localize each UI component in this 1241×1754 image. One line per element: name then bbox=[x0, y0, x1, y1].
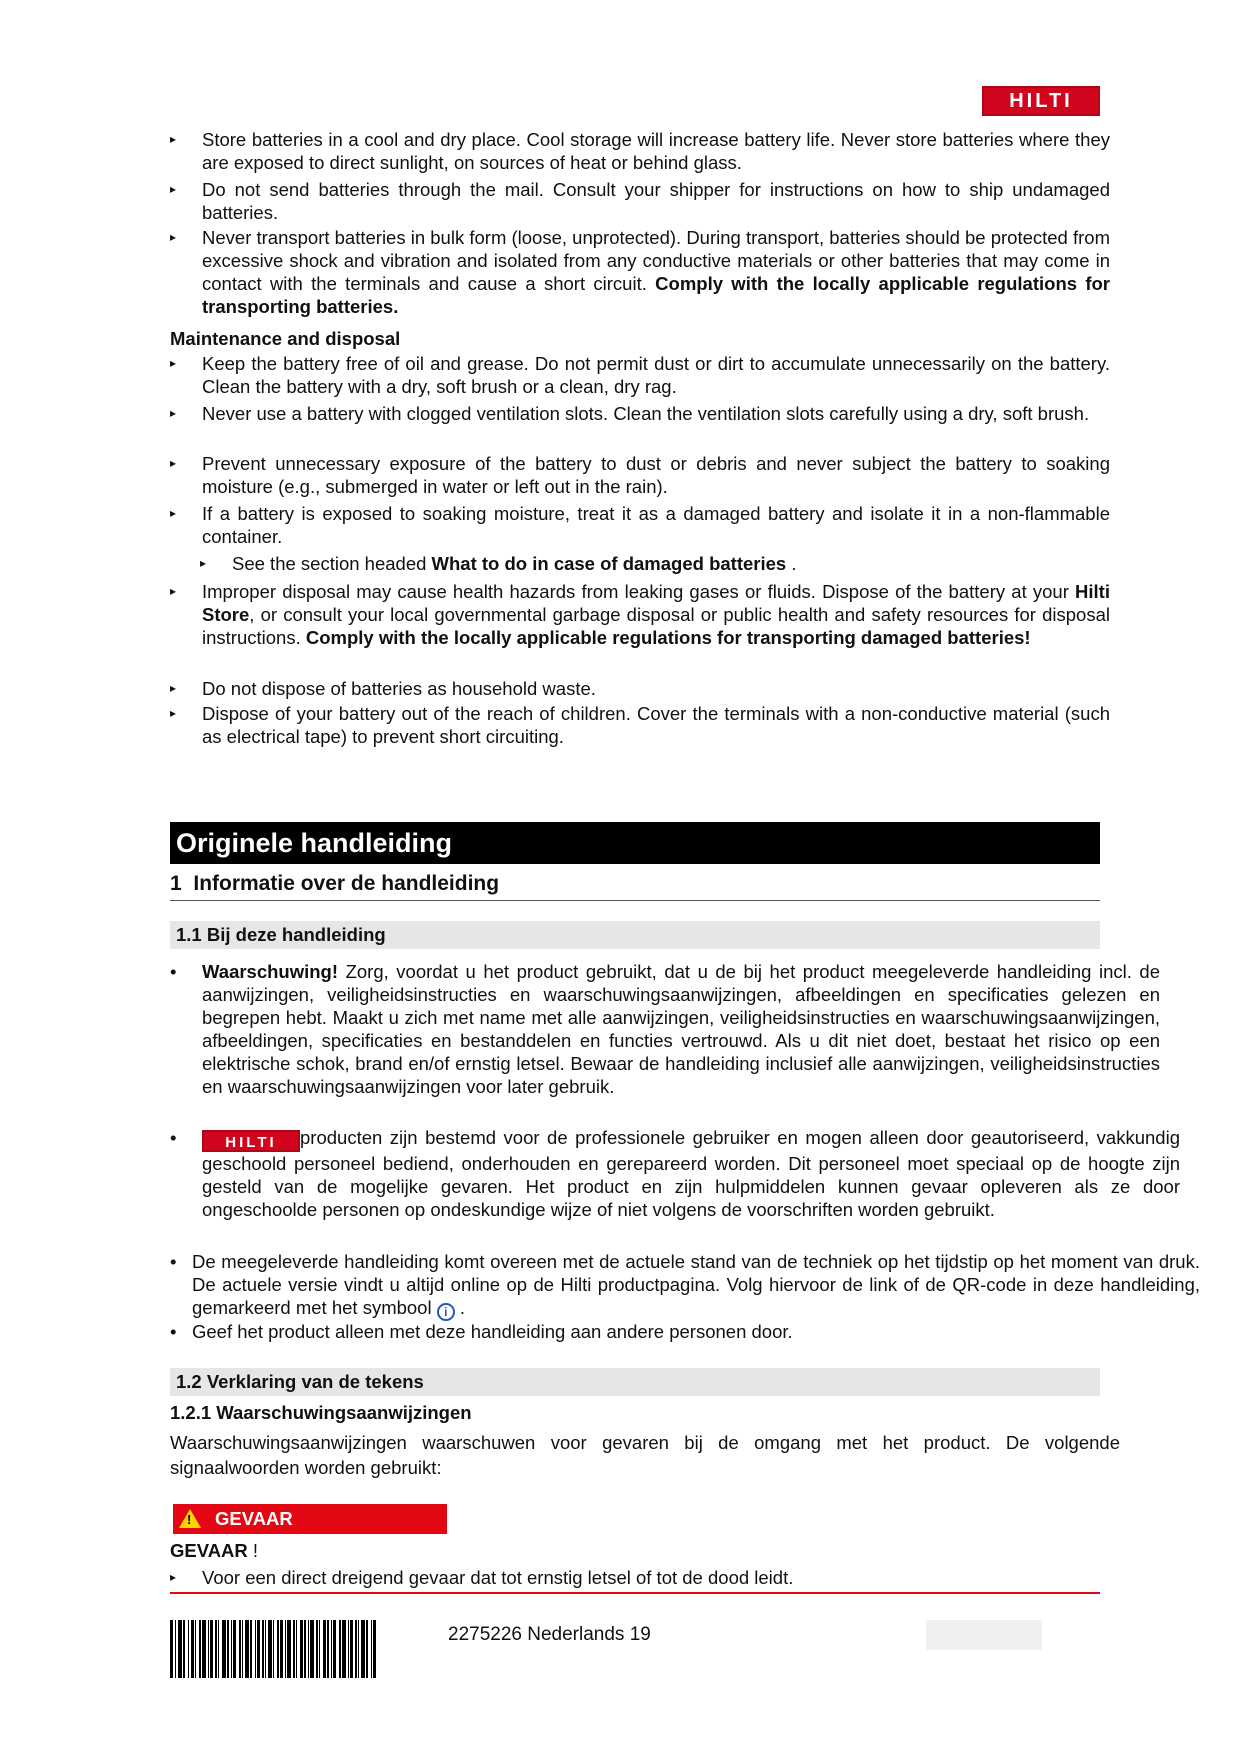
dot-warning: • Waarschuwing! Zorg, voordat u het product gebruikt, dat u de bij het product meegeleverde handleiding incl. de aanwijzingen, veiligheidsinstructies en waarschuwingsaanwijzingen, afbeeldingen en specificaties gelezen en begrepen hebt. Maakt u zich met name met alle aanwijzingen, veiligheidsinstructies en waarschuwingsaanwijzingen, afbeeldingen, specificaties en bestanddelen en functies vertrouwd. Als u dit niet doet, bestaat het risico op een elektrische schok, brand en/of ernstig letsel. Bewaar de handleiding inclusief alle aanwijzingen, veiligheidsinstructies en waarschuwingsaanwijzingen voor later gebruik. bbox=[170, 961, 1160, 1097]
qr-link-icon: i bbox=[437, 1303, 455, 1321]
bullet-danger-definition: ▸ Voor een direct dreigend gevaar dat tot ernstig letsel of tot de dood leidt. bbox=[170, 1567, 794, 1588]
hilti-inline-logo: HILTI bbox=[202, 1130, 300, 1152]
warnings-paragraph: Waarschuwingsaanwijzingen waarschuwen voor gevaren bij de omgang met het product. De volgende signaalwoorden worden gebruikt: bbox=[170, 1432, 1120, 1478]
bullet-keep-clean: ▸ Keep the battery free of oil and grease. Do not permit dust or dirt to accumulate unnecessarily on the battery. Clean the battery with a dry, soft brush or a clean, dry rag. bbox=[170, 353, 1110, 397]
footer-page-info: 2275226 Nederlands 19 bbox=[448, 1624, 651, 1645]
arrow-icon: ▸ bbox=[170, 681, 177, 695]
bullet-household-waste: ▸ Do not dispose of batteries as household waste. bbox=[170, 678, 596, 699]
arrow-icon: ▸ bbox=[170, 132, 177, 146]
bullet-bulk-transport: ▸ Never transport batteries in bulk form (loose, unprotected). During transport, batteries should be protected from excessive shock and vibration and isolated from any conductive materials or other batteries that may come in contact with the terminals and cause a short circuit. Comply with the locally applicable regulations for transporting batteries. bbox=[170, 227, 1110, 317]
arrow-icon: ▸ bbox=[170, 506, 177, 520]
subsection-1-2-1-heading: 1.2.1 Waarschuwingsaanwijzingen bbox=[170, 1402, 472, 1423]
section-1-1-heading: 1.1 Bij deze handleiding bbox=[170, 921, 1100, 949]
arrow-icon: ▸ bbox=[170, 356, 177, 370]
danger-heading: GEVAAR ! bbox=[170, 1540, 259, 1561]
footer-blank-box bbox=[926, 1620, 1042, 1650]
arrow-icon: ▸ bbox=[170, 584, 177, 598]
bullet-soaking: ▸ If a battery is exposed to soaking moisture, treat it as a damaged battery and isolate it in a non-flammable container. bbox=[170, 503, 1110, 547]
hilti-logo: HILTI bbox=[982, 86, 1100, 116]
arrow-icon: ▸ bbox=[170, 706, 177, 720]
arrow-icon: ▸ bbox=[170, 182, 177, 196]
chapter-heading: 1 Informatie over de handleiding bbox=[170, 872, 1100, 901]
bullet-dot: • bbox=[170, 961, 177, 982]
dot-pass-on: • Geef het product alleen met deze handleiding aan andere personen door. bbox=[170, 1321, 793, 1342]
bullet-dust-moisture: ▸ Prevent unnecessary exposure of the battery to dust or debris and never subject the battery to soaking moisture (e.g., submerged in water or left out in the rain). bbox=[170, 453, 1110, 497]
bullet-ventilation: ▸ Never use a battery with clogged ventilation slots. Clean the ventilation slots carefully using a dry, soft brush. bbox=[170, 403, 1090, 424]
section-1-2-heading: 1.2 Verklaring van de tekens bbox=[170, 1368, 1100, 1396]
maintenance-heading: Maintenance and disposal bbox=[170, 328, 401, 349]
bullet-improper-disposal: ▸ Improper disposal may cause health hazards from leaking gases or fluids. Dispose of the battery at your Hilti Store, or consult your local governmental garbage disposal or public health and safety resources for disposal instructions. Comply with the locally applicable regulations for transporting damaged batteries! bbox=[170, 581, 1110, 648]
danger-divider bbox=[170, 1592, 1100, 1594]
bullet-dot: • bbox=[170, 1127, 177, 1148]
bullet-children: ▸ Dispose of your battery out of the reach of children. Cover the terminals with a non-conductive material (such as electrical tape) to prevent short circuiting. bbox=[170, 703, 1110, 747]
bullet-mail: ▸ Do not send batteries through the mail. Consult your shipper for instructions on how to ship undamaged batteries. bbox=[170, 179, 1110, 223]
dot-current-version: • De meegeleverde handleiding komt overeen met de actuele stand van de techniek op het tijdstip op het moment van druk. De actuele versie vindt u altijd online op de Hilti productpagina. Volg hiervoor de link of de QR-code in deze handleiding, gemarkeerd met het symbool i . bbox=[170, 1251, 1200, 1319]
arrow-icon: ▸ bbox=[170, 230, 177, 244]
arrow-icon: ▸ bbox=[170, 1570, 177, 1584]
arrow-icon: ▸ bbox=[170, 456, 177, 470]
arrow-icon: ▸ bbox=[170, 406, 177, 420]
arrow-icon: ▸ bbox=[200, 556, 207, 570]
sub-bullet-damaged: ▸ See the section headed What to do in case of damaged batteries . bbox=[200, 553, 797, 574]
danger-label-bar: ! GEVAAR bbox=[173, 1504, 447, 1534]
bullet-dot: • bbox=[170, 1321, 177, 1342]
dot-professional-users: • HILTI producten zijn bestemd voor de professionele gebruiker en mogen alleen door geautoriseerd, vakkundig geschoold personeel bediend, onderhouden en gerepareerd worden. Dit personeel moet speciaal op de hoogte zijn gesteld van de mogelijke gevaren. Het product en zijn hulpmiddelen kunnen gevaar opleveren als ze door ongeschoolde personen op ondeskundige wijze of niet volgens de voorschriften worden gebruikt. bbox=[170, 1127, 1180, 1220]
warning-triangle-icon: ! bbox=[179, 1509, 201, 1528]
barcode bbox=[170, 1620, 424, 1678]
section-title-bar: Originele handleiding bbox=[170, 822, 1100, 864]
bullet-store-batteries: ▸ Store batteries in a cool and dry place. Cool storage will increase battery life. Never store batteries where they are exposed to direct sunlight, on sources of heat or behind glass. bbox=[170, 129, 1110, 173]
bullet-dot: • bbox=[170, 1251, 177, 1272]
